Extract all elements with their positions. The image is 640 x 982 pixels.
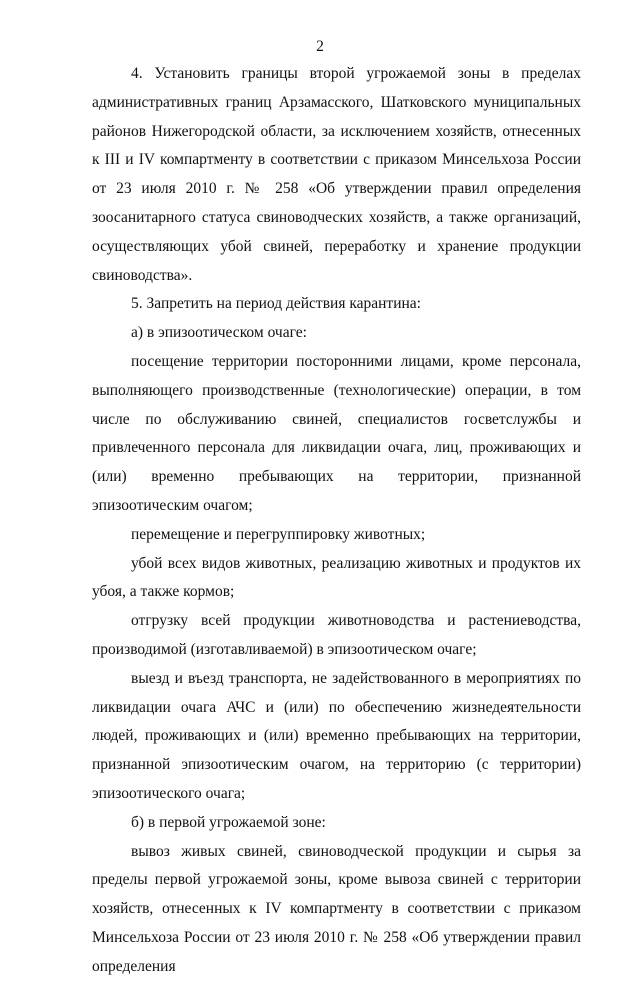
paragraph-item-5-prohibit: 5. Запретить на период действия карантина: bbox=[131, 295, 421, 313]
paragraph-visits: посещение территории посторонними лицами, кроме персонала, выполняющего производственные (технологические) операции, в том числе по обслуживанию свиней, специалистов госветслужбы и привлеченного персонала для ликвидации очага, лиц, проживающих и (или) временно пребывающих на территории, признанной эпизоотическим очагом; bbox=[92, 352, 581, 514]
paragraph-subitem-a-heading: а) в эпизоотическом очаге: bbox=[131, 324, 307, 342]
document-body bbox=[92, 60, 581, 982]
paragraph-subitem-b-heading: б) в первой угрожаемой зоне: bbox=[131, 813, 326, 831]
paragraph-shipment: отгрузку всей продукции животноводства и растениеводства, производимой (изготавливаемой) в эпизоотическом очаге; bbox=[92, 612, 581, 658]
page-number: 2 bbox=[316, 38, 324, 55]
paragraph-export: вывоз живых свиней, свиноводческой продукции и сырья за пределы первой угрожаемой зоны, кроме вывоза свиней с территории хозяйств, отнесенных к IV компартменту в соответствии с приказом Минсельхоза России от 23 июля 2010 г. № 258 «Об утверждении правил определения bbox=[92, 842, 581, 975]
paragraph-transport: выезд и въезд транспорта, не задействованного в мероприятиях по ликвидации очага АЧС и (или) по обеспечению жизнедеятельности людей, проживающих и (или) временно пребывающих на территории, признанной эпизоотическим очагом, на территорию (с территории) эпизоотического очага; bbox=[92, 669, 581, 802]
paragraph-slaughter: убой всех видов животных, реализацию животных и продуктов их убоя, а также кормов; bbox=[92, 554, 581, 601]
paragraph-item-4-boundaries: 4. Установить границы второй угрожаемой зоны в пределах административных границ Арзамасского, Шатковского муниципальных районов Нижегородской области, за исключением хозяйств, отнесенных к III и IV компартменту в соответствии с приказом Минсельхоза России от 23 июля 2010 г. № 258 «Об утверждении правил определения зоосанитарного статуса свиноводческих хозяйств, а также организаций, осуществляющих убой свиней, переработку и хранение продукции свиноводства». bbox=[92, 65, 581, 284]
paragraph-movement: перемещение и перегруппировку животных; bbox=[131, 525, 426, 543]
